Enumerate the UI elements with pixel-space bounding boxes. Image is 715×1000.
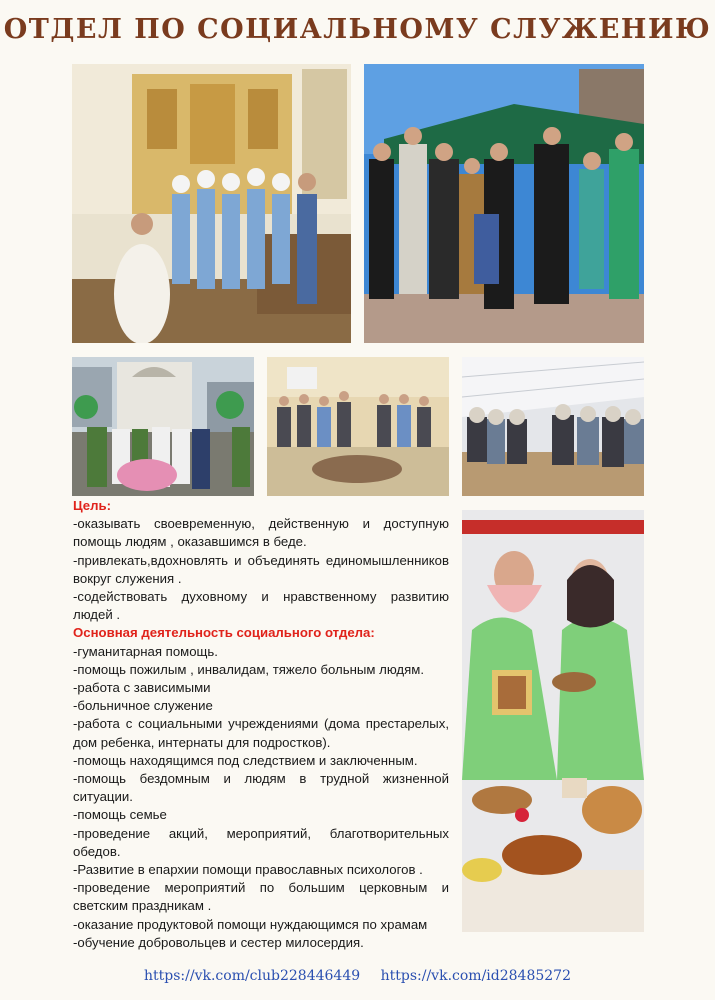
photo-outdoor-event bbox=[72, 357, 254, 496]
activity-item: -работа с социальными учреждениями (дома престарелых, дом ребенка, интернаты для подростков). bbox=[73, 716, 449, 750]
photo-charity-dinner bbox=[462, 357, 644, 496]
photo-outdoor-award bbox=[364, 64, 644, 343]
photo-church-interior bbox=[72, 64, 351, 343]
photo-indoor-gathering bbox=[267, 357, 449, 496]
vk-profile-link[interactable]: https://vk.com/id28485272 bbox=[380, 968, 571, 984]
page-title: ОТДЕЛ ПО СОЦИАЛЬНОМУ СЛУЖЕНИЮ bbox=[3, 14, 712, 45]
activity-item: -гуманитарная помощь. bbox=[73, 643, 218, 659]
activity-item: -обучение добровольцев и сестер милосердия. bbox=[73, 934, 364, 950]
goal-item: -содействовать духовному и нравственному развитию людей . bbox=[73, 589, 449, 623]
vk-club-link[interactable]: https://vk.com/club228446449 bbox=[144, 968, 361, 984]
links-row bbox=[0, 968, 715, 984]
activity-item: -проведение акций, мероприятий, благотворительных обедов. bbox=[73, 825, 449, 859]
photo-volunteers-cakes bbox=[462, 510, 644, 932]
activity-item: -помощь семье bbox=[73, 807, 167, 823]
goal-heading: Цель: bbox=[73, 498, 112, 513]
description-text bbox=[73, 497, 449, 952]
goal-item: -оказывать своевременную, действенную и доступную помощь людям , оказавшимся в беде. bbox=[73, 516, 449, 550]
activity-item: -больничное служение bbox=[73, 698, 213, 714]
activity-item: -работа с зависимыми bbox=[73, 680, 211, 696]
activity-heading: Основная деятельность социального отдела: bbox=[73, 625, 375, 641]
activity-item: -помощь бездомным и людям в трудной жизненной ситуации. bbox=[73, 771, 449, 805]
activity-item: -проведение мероприятий по большим церковным и светским праздникам . bbox=[73, 880, 449, 914]
activity-item: -помощь находящимся под следствием и заключенным. bbox=[73, 752, 418, 768]
activity-item: -Развитие в епархии помощи православных психологов . bbox=[73, 862, 423, 878]
activity-item: -помощь пожилым , инвалидам, тяжело больным людям. bbox=[73, 661, 424, 677]
goal-item: -привлекать,вдохновлять и объединять единомышленников вокруг служения . bbox=[73, 552, 449, 586]
activity-item: -оказание продуктовой помощи нуждающимся по храмам bbox=[73, 916, 428, 932]
